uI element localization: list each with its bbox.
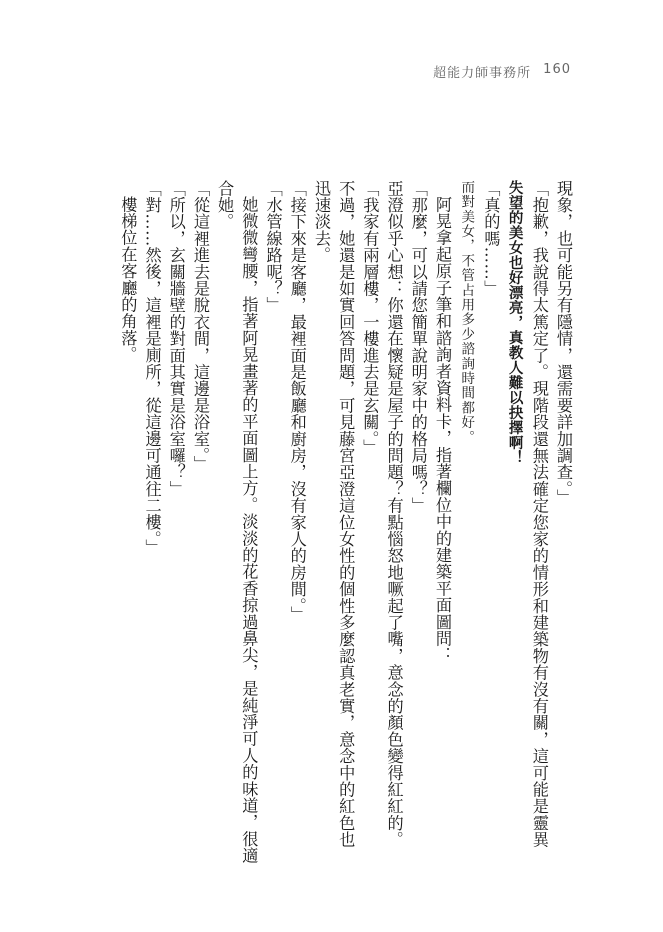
vertical-text-body (75, 180, 575, 880)
text-line: 合她。 (215, 180, 235, 231)
text-line: 不過，她還是如實回答問題，可見藤宮亞澄這位女性的個性多麼認真老實，意念中的紅色也 (336, 180, 356, 848)
dialogue-line: 「我家有兩層樓，一樓進去是玄關。」 (360, 180, 380, 456)
text-line: 她微微彎腰，指著阿晃畫著的平面圖上方。淡淡的花香掠過鼻尖，是純淨可人的味道，很適 (239, 196, 259, 865)
dialogue-line: 「接下來是客廳，最裡面是飯廳和廚房，沒有家人的房間。」 (287, 180, 307, 623)
dialogue-line: 「對……然後，這裡是廁所，從這邊可通往二樓。」 (142, 180, 162, 556)
dialogue-line: 「水管線路呢？」 (263, 180, 283, 314)
book-title: 超能力師事務所 (433, 66, 532, 81)
inner-thought-line: 失望的美女也好漂亮，真教人難以抉擇啊！ (506, 180, 523, 465)
text-line: 現象，也可能另有隱情，還需要詳加調查。」 (554, 180, 573, 506)
text-line: 迅速淡去。 (311, 180, 331, 264)
dialogue-line: 「抱歉，我說得太篤定了。現階段還無法確定您家的情形和建築物有沒有關，這可能是靈異 (529, 180, 549, 848)
text-line: 亞澄似乎心想：你還在懷疑是屋子的問題？有點惱怒地噘起了嘴，意念的顏色變得紅紅的。 (384, 180, 404, 848)
dialogue-line: 「真的嗎……」 (481, 180, 501, 297)
inner-thought-line: 而對美女，不管占用多少諮詢時間都好。 (458, 180, 475, 445)
dialogue-line: 「那麼，可以請您簡單說明家中的格局嗎？」 (408, 180, 428, 514)
page-number: 160 (543, 62, 571, 77)
text-line: 樓梯位在客廳的角落。 (118, 196, 138, 364)
text-line: 阿晃拿起原子筆和諮詢者資料卡，指著欄位中的建築平面圖問： (432, 196, 452, 664)
dialogue-line: 「所以，玄關牆壁的對面其實是浴室囉？」 (166, 180, 186, 498)
running-header (433, 62, 571, 81)
dialogue-line: 「從這裡進去是脫衣間，這邊是浴室。」 (190, 180, 210, 473)
